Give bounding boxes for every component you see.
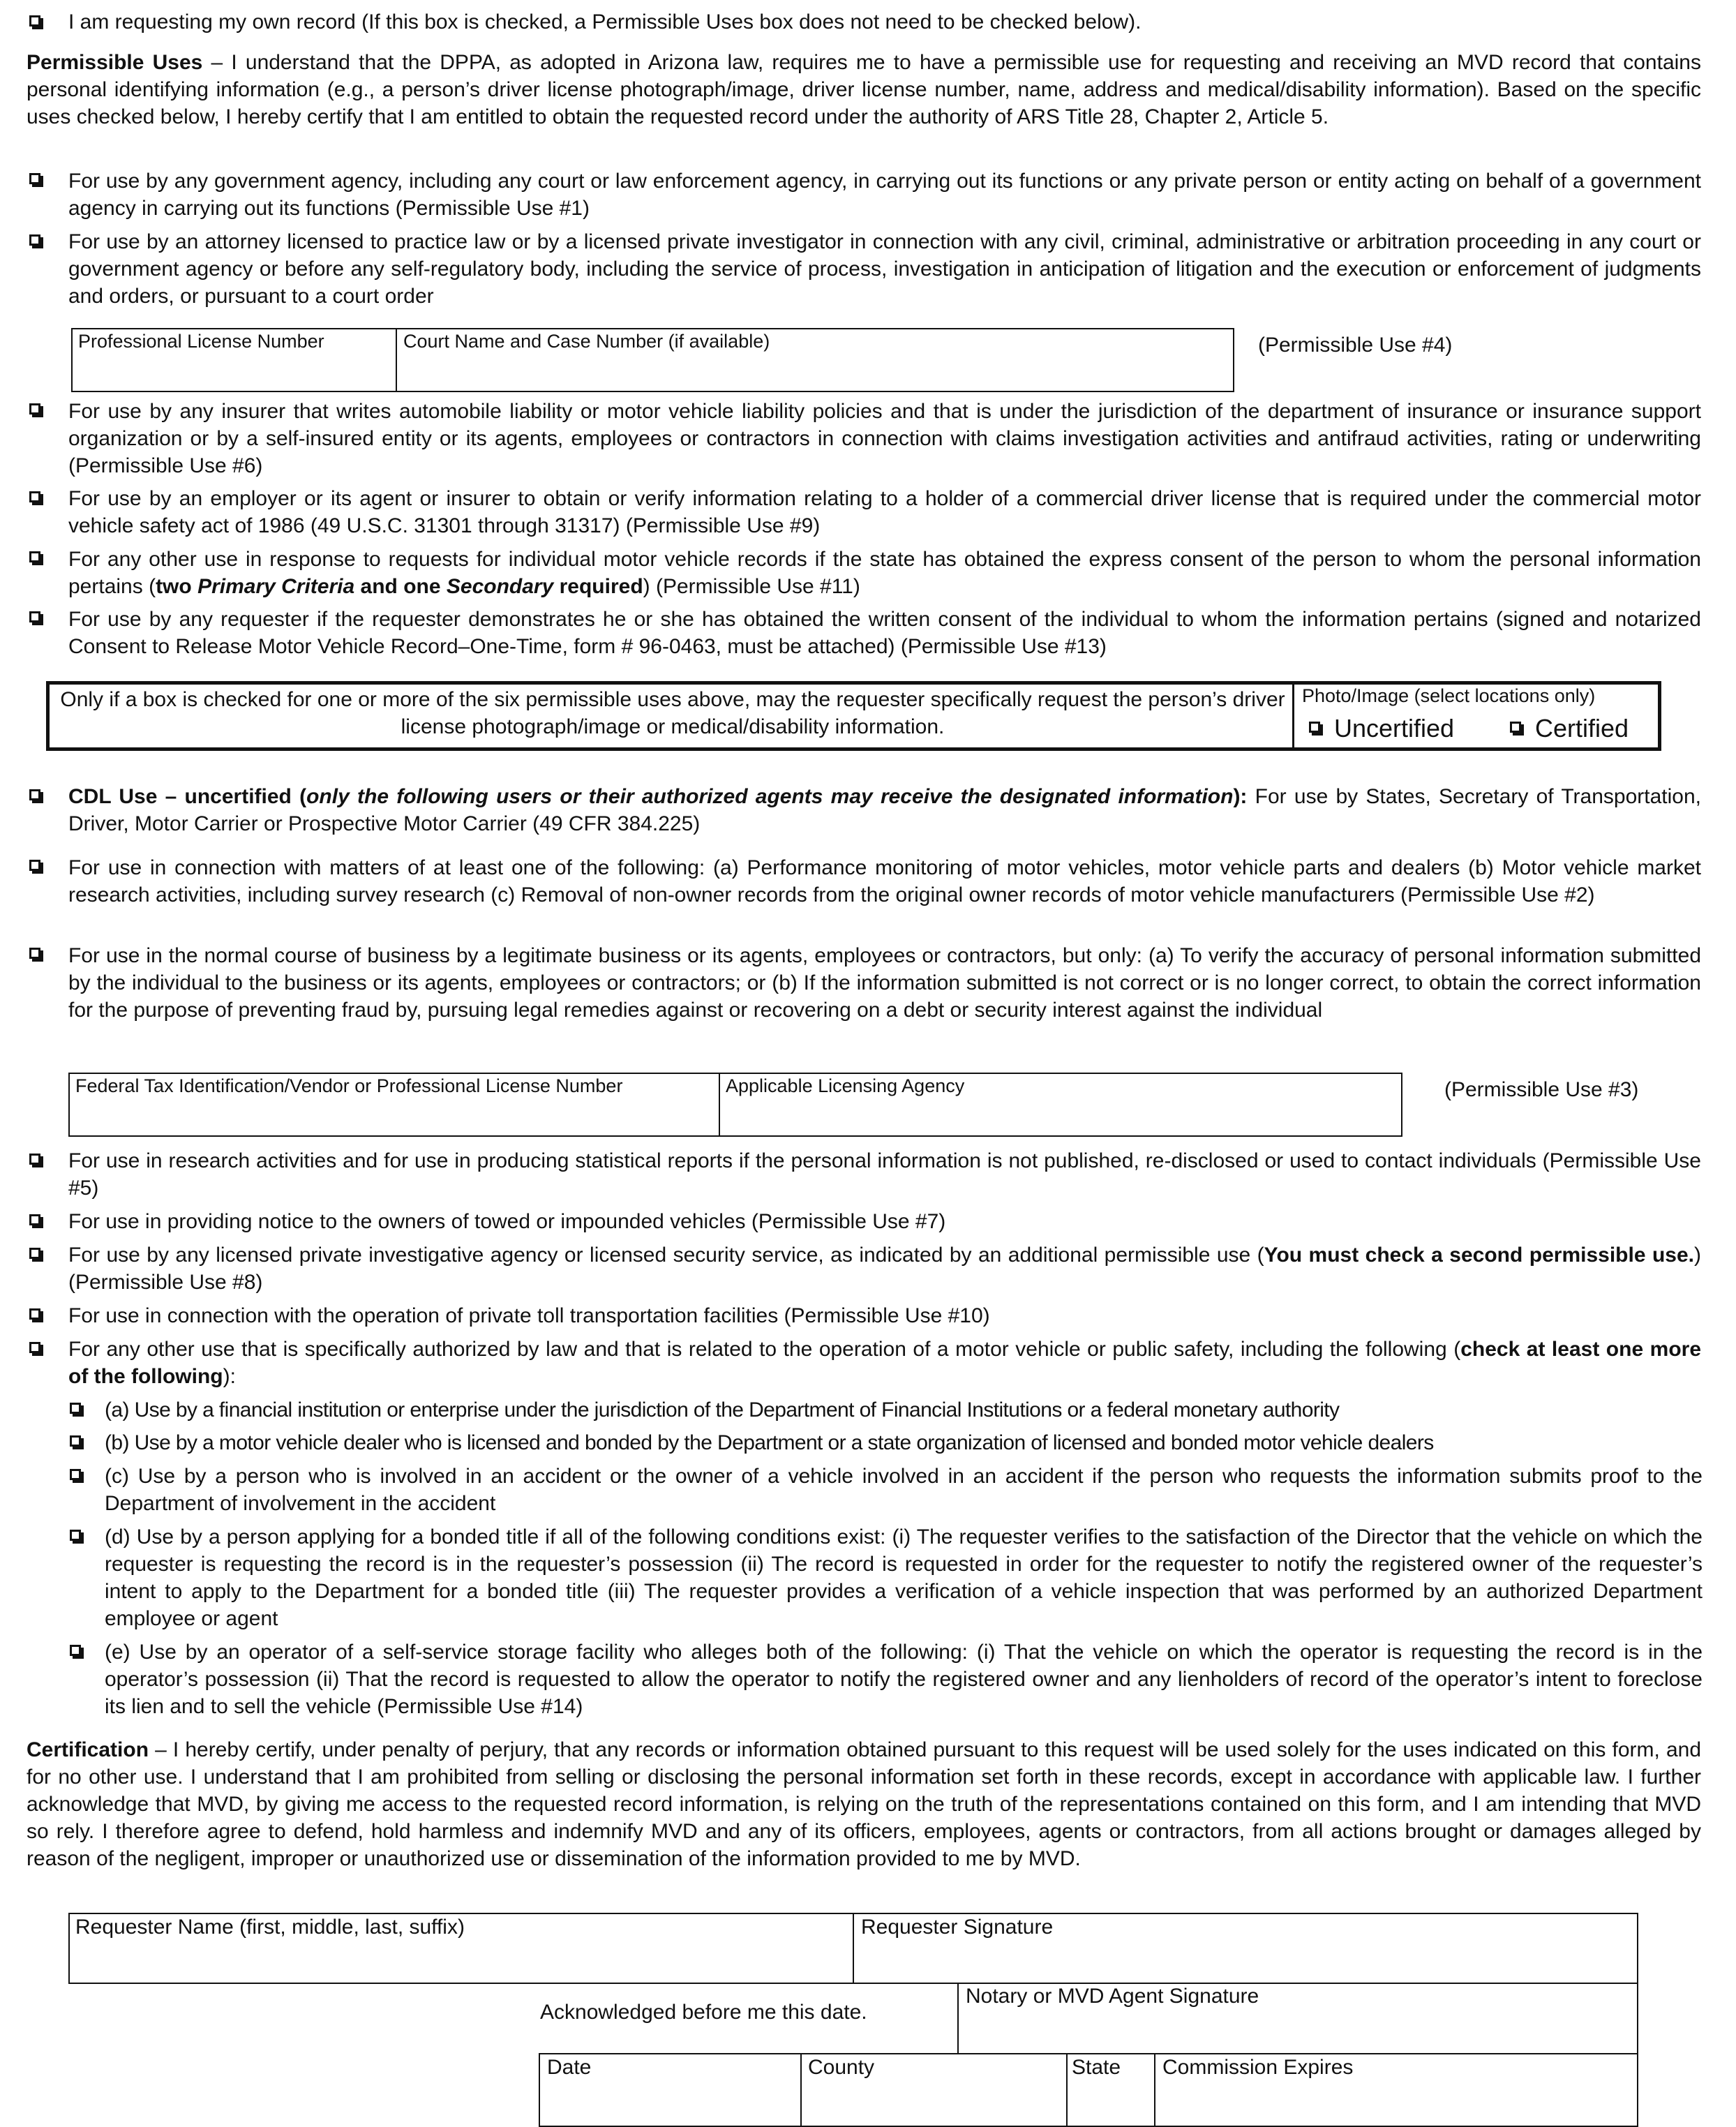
use-3-field-divider	[719, 1073, 720, 1137]
use-1-text: For use by any government agency, including any court or law enforcement agency, in carrying out its functions or any private person or entity acting on behalf of a government agency in carrying out its functions (Permissible Use #1)	[68, 170, 1701, 220]
use-10-checkbox[interactable]	[29, 1308, 40, 1320]
sub-d-text: (d) Use by a person applying for a bonded title if all of the following conditions exist: (i) The requester verifies to the satisfaction of the Director that the vehicle on which the requester is requesting the record is in the requester’s possession (ii) The record is requested in order for the requester to notify the registered owner of the requester’s intent to apply to the Department for a bonded title (iii) The requester provides a verification of a vehicle inspection that was performed by an authorized Department employee or agent	[105, 1525, 1703, 1630]
notary-details-divider-2	[1066, 2053, 1068, 2127]
certified-label: Certified	[1535, 714, 1629, 742]
use-14-checkbox[interactable]	[29, 1342, 40, 1353]
sub-b-text: (b) Use by a motor vehicle dealer who is licensed and bonded by the Department or a state organization of licensed and bonded motor vehicle dealers	[105, 1431, 1434, 1454]
county-field[interactable]: County	[808, 2056, 875, 2079]
use-10-text: For use in connection with the operation of private toll transportation facilities (Permissible Use #10)	[68, 1304, 990, 1327]
use-8-text-c: ) (Permissible Use #8)	[68, 1244, 1701, 1294]
sub-a-text: (a) Use by a financial institution or enterprise under the jurisdiction of the Department of Financial Institutions or a federal monetary authority	[105, 1398, 1340, 1421]
use-13-checkbox[interactable]	[29, 611, 40, 622]
use-4-tag: (Permissible Use #4)	[1258, 334, 1453, 357]
sub-e-text: (e) Use by an operator of a self-service storage facility who alleges both of the following: (i) That the vehicle on which the operator is requesting the record is in the operator’s possession (ii) That the record is requested to allow the operator to notify the registered owner and any lienholders of record of the operator’s intent to foreclose its lien and to sell the vehicle (Permissible Use #14)	[105, 1641, 1703, 1718]
use-8-text-b: You must check a second permissible use.	[1264, 1244, 1694, 1267]
acknowledged-label: Acknowledged before me this date.	[540, 2001, 867, 2024]
use-11-checkbox[interactable]	[29, 551, 40, 562]
professional-license-number-field[interactable]: Professional License Number	[78, 331, 324, 352]
use-5-text: For use in research activities and for use in producing statistical reports if the personal information is not published, re-disclosed or used to contact individuals (Permissible Use #5)	[68, 1149, 1701, 1200]
certified-checkbox[interactable]	[1510, 722, 1521, 733]
use-14-text-a: For any other use that is specifically authorized by law and that is related to the operation of a motor vehicle or public safety, including the following (	[68, 1338, 1461, 1361]
use-8-text	[68, 1241, 1701, 1296]
use-7-text: For use in providing notice to the owners of towed or impounded vehicles (Permissible Use #7)	[68, 1210, 946, 1233]
use-2-checkbox[interactable]	[29, 860, 40, 871]
uncertified-label: Uncertified	[1334, 714, 1455, 742]
use-14-text-c: ):	[223, 1365, 236, 1388]
requester-box-divider	[853, 1913, 854, 1984]
sub-c-checkbox[interactable]	[70, 1469, 81, 1480]
use-8-checkbox[interactable]	[29, 1248, 40, 1259]
sub-a-checkbox[interactable]	[70, 1403, 81, 1414]
use-1-checkbox[interactable]	[29, 173, 40, 184]
use-6-checkbox[interactable]	[29, 403, 40, 415]
use-9-checkbox[interactable]	[29, 491, 40, 502]
federal-tax-id-field[interactable]: Federal Tax Identification/Vendor or Professional License Number	[75, 1075, 623, 1096]
permissible-uses-text: – I understand that the DPPA, as adopted in Arizona law, requires me to have a permissible use for requesting and receiving an MVD record that contains personal identifying information (e.g., a person’s driver license photograph/image, driver license number, name, address and medical/disability information). Based on the specific uses checked below, I hereby certify that I am entitled to obtain the requested record under the authority of ARS Title 28, Chapter 2, Article 5.	[27, 51, 1701, 128]
use-3-text: For use in the normal course of business by a legitimate business or its agents, employees or contractors, but only: (a) To verify the accuracy of personal information submitted by the individual to the business or its agents, employees or contractors; or (b) If the information submitted is not correct or is no longer correct, to obtain the correct information for the purpose of preventing fraud by, pursuing legal remedies against or recovering on a debt or security interest against the individual	[68, 944, 1701, 1022]
use-4-checkbox[interactable]	[29, 234, 40, 246]
uncertified-checkbox[interactable]	[1309, 722, 1320, 733]
sub-b-checkbox[interactable]	[70, 1435, 81, 1447]
use-9-text: For use by an employer or its agent or insurer to obtain or verify information relating to a holder of a commercial driver license that is required under the commercial motor vehicle safety act of 1986 (49 U.S.C. 31301 through 31317) (Permissible Use #9)	[68, 487, 1701, 537]
requester-name-field[interactable]: Requester Name (first, middle, last, suffix)	[75, 1916, 465, 1939]
use-11-text-c: Primary Criteria	[197, 575, 355, 598]
use-11-text	[68, 546, 1701, 600]
use-7-checkbox[interactable]	[29, 1214, 40, 1225]
use-4-field-divider	[396, 328, 397, 392]
own-record-checkbox[interactable]	[29, 15, 40, 27]
permissible-uses-heading: Permissible Uses	[27, 51, 203, 74]
certification-heading: Certification	[27, 1738, 149, 1761]
use-14-text-b: check at least one more of the following	[68, 1338, 1701, 1388]
use-11-text-d: and one	[354, 575, 447, 598]
photo-image-label: Photo/Image (select locations only)	[1302, 685, 1596, 706]
sub-d-checkbox[interactable]	[70, 1530, 81, 1541]
court-name-case-number-field[interactable]: Court Name and Case Number (if available)	[403, 331, 770, 352]
cdl-use-bold: CDL Use – uncertified (	[68, 785, 307, 808]
use-2-text: For use in connection with matters of at least one of the following: (a) Performance monitoring of motor vehicles, motor vehicle parts and dealers (b) Motor vehicle market research activities, including survey research (c) Removal of non-owner records from the original owner records of motor vehicle manufacturers (Permissible Use #2)	[68, 856, 1701, 906]
notary-details-divider-1	[800, 2053, 802, 2127]
use-11-text-b: two	[156, 575, 198, 598]
cdl-use-italic: only the following users or their authorized agents may receive the designated information	[306, 785, 1234, 808]
date-field[interactable]: Date	[547, 2056, 592, 2079]
own-record-label: I am requesting my own record (If this box is checked, a Permissible Uses box does not need to be checked below).	[68, 10, 1142, 33]
use-3-checkbox[interactable]	[29, 948, 40, 959]
photo-image-note: Only if a box is checked for one or more of the six permissible uses above, may the requester specifically request the person’s driver license photograph/image or medical/disability information.	[60, 688, 1285, 738]
sub-c-text: (c) Use by a person who is involved in an accident or the owner of a vehicle involved in an accident if the person who requests the information submits proof to the Department of involvement in the accident	[105, 1465, 1703, 1515]
cdl-use-text	[68, 783, 1701, 837]
use-11-text-f: required	[553, 575, 643, 598]
use-3-tag: (Permissible Use #3)	[1444, 1078, 1639, 1101]
certification-text: – I hereby certify, under penalty of perjury, that any records or information obtained pursuant to this request will be used solely for the uses indicated on this form, and for no other use. I understand that I am prohibited from selling or disclosing the personal information set forth in these records, except in accordance with applicable law. I further acknowledge that MVD, by giving me access to the requested record information, is relying on the truth of the representations contained on this form, and I am intending that MVD so rely. I therefore agree to defend, hold harmless and indemnify MVD and any of its officers, employees, agents or contractors, from all actions brought or damages alleged by reason of the negligent, improper or unauthorized use or dissemination of the information provided to me by MVD.	[27, 1738, 1701, 1870]
requester-signature-field[interactable]: Requester Signature	[861, 1916, 1054, 1939]
state-field[interactable]: State	[1072, 2056, 1121, 2079]
use-5-checkbox[interactable]	[29, 1154, 40, 1165]
cdl-use-rest: For use by States, Secretary of Transportation, Driver, Motor Carrier or Prospective Motor Carrier (49 CFR 384.225)	[68, 785, 1701, 835]
use-13-text: For use by any requester if the requester demonstrates he or she has obtained the written consent of the individual to whom the information pertains (signed and notarized Consent to Release Motor Vehicle Record–One-Time, form # 96-0463, must be attached) (Permissible Use #13)	[68, 608, 1701, 658]
commission-expires-field[interactable]: Commission Expires	[1162, 2056, 1354, 2079]
use-11-text-g: ) (Permissible Use #11)	[643, 575, 860, 598]
cdl-use-bold-end: ):	[1233, 785, 1248, 808]
use-11-text-e: Secondary	[446, 575, 554, 598]
use-6-text: For use by any insurer that writes automobile liability or motor vehicle liability policies and that is under the jurisdiction of the department of insurance or insurance support organization or by a self-insured entity or its agents, employees or contractors in connection with claims investigation activities and antifraud activities, rating or underwriting (Permissible Use #6)	[68, 400, 1701, 477]
cdl-use-checkbox[interactable]	[29, 789, 40, 800]
sub-e-checkbox[interactable]	[70, 1645, 81, 1656]
licensing-agency-field[interactable]: Applicable Licensing Agency	[726, 1075, 965, 1096]
photo-image-divider	[1292, 684, 1294, 749]
certification-paragraph	[27, 1736, 1701, 1872]
use-4-text: For use by an attorney licensed to practice law or by a licensed private investigator in connection with any civil, criminal, administrative or arbitration proceeding in any court or government agency or before any self-regulatory body, including the service of process, investigation in anticipation of litigation and the execution or enforcement of judgments and orders, or pursuant to a court order	[68, 230, 1701, 308]
use-8-text-a: For use by any licensed private investigative agency or licensed security service, as indicated by an additional permissible use (	[68, 1244, 1264, 1267]
notary-signature-field[interactable]: Notary or MVD Agent Signature	[966, 1985, 1259, 2008]
notary-details-divider-3	[1154, 2053, 1155, 2127]
permissible-uses-intro	[27, 49, 1701, 130]
use-14-text	[68, 1336, 1701, 1390]
use-11-text-a: For any other use in response to requests for individual motor vehicle records if the state has obtained the express consent of the person to whom the personal information pertains (	[68, 548, 1701, 598]
